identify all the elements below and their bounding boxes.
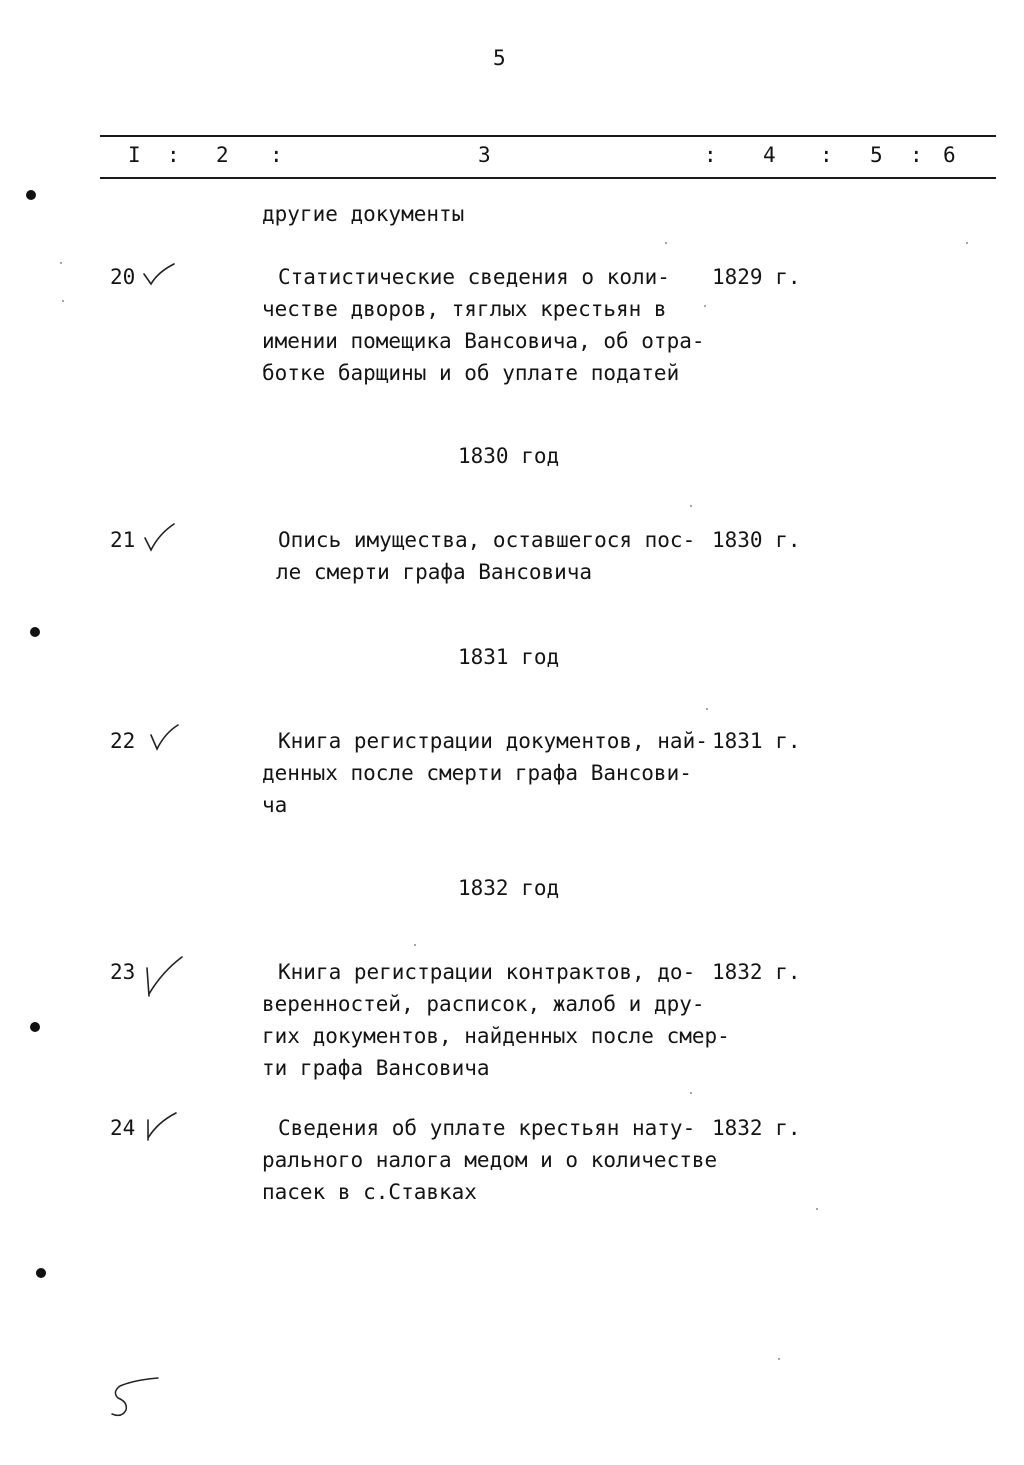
check-mark-icon [148, 723, 180, 753]
entry-text-line: честве дворов, тяглых крестьян в [262, 297, 667, 321]
entry-date: 1832 г. [712, 960, 801, 984]
header-col-1: I [128, 143, 141, 167]
scan-speck [690, 1092, 692, 1094]
entry-number: 22 [110, 729, 136, 753]
entry-date: 1829 г. [712, 265, 801, 289]
header-col-6: 6 [943, 143, 956, 167]
entry-text-line: ти графа Вансовича [262, 1056, 490, 1080]
entry-number: 23 [110, 960, 136, 984]
entry-date: 1831 г. [712, 729, 801, 753]
scan-speck [706, 708, 708, 710]
scan-speck [690, 505, 692, 507]
entry-text-line: Сведения об уплате крестьян нату- [278, 1116, 696, 1140]
header-rule-top [100, 135, 996, 137]
check-mark-icon [142, 522, 176, 554]
entry-text-line: Опись имущества, оставшегося пос- [278, 528, 696, 552]
header-col-3: 3 [478, 143, 491, 167]
entry-number: 21 [110, 528, 136, 552]
entry-text-line: веренностей, расписок, жалоб и дру- [262, 992, 705, 1016]
check-mark-icon [144, 954, 184, 1000]
entry-text-line: Статистические сведения о коли- [278, 265, 670, 289]
section-heading: другие документы [262, 202, 465, 226]
scan-speck [816, 1208, 818, 1210]
entry-date: 1832 г. [712, 1116, 801, 1140]
scan-speck [704, 305, 706, 307]
header-col-4: 4 [763, 143, 776, 167]
header-sep: : [270, 143, 283, 167]
hole-punch-icon [30, 1022, 40, 1032]
header-col-2: 2 [216, 143, 229, 167]
entry-text-line: рального налога медом и о количестве [262, 1148, 718, 1172]
page-number: 5 [493, 46, 506, 70]
header-rule-bottom [100, 177, 996, 179]
entry-text-line: ботке барщины и об уплате податей [262, 361, 680, 385]
header-sep: : [167, 143, 180, 167]
entry-text-line: гих документов, найденных после смер- [262, 1024, 730, 1048]
header-sep: : [704, 143, 717, 167]
entry-text-line: пасек в с.Ставках [262, 1180, 477, 1204]
entry-number: 20 [110, 265, 136, 289]
entry-text-line: денных после смерти графа Вансови- [262, 761, 692, 785]
scan-speck [966, 242, 968, 244]
entry-text-line: имении помещика Вансовича, об отра- [262, 329, 705, 353]
entry-text-line: Книга регистрации документов, най- [278, 729, 708, 753]
entry-number: 24 [110, 1116, 136, 1140]
entry-text-line: ле смерти графа Вансовича [276, 560, 593, 584]
entry-date: 1830 г. [712, 528, 801, 552]
header-col-5: 5 [870, 143, 883, 167]
section-heading: 1831 год [458, 645, 560, 669]
hole-punch-icon [36, 1268, 46, 1278]
scan-speck [665, 242, 667, 244]
scan-speck [778, 1358, 780, 1360]
scan-speck [414, 944, 416, 946]
scan-speck [62, 300, 64, 302]
check-mark-icon [144, 1110, 178, 1144]
section-heading: 1830 год [458, 444, 560, 468]
header-sep: : [820, 143, 833, 167]
header-sep: : [910, 143, 923, 167]
entry-text-line: Книга регистрации контрактов, до- [278, 960, 696, 984]
signature-icon [104, 1372, 164, 1422]
hole-punch-icon [30, 627, 40, 637]
scan-speck [60, 262, 62, 264]
hole-punch-icon [26, 190, 36, 200]
section-heading: 1832 год [458, 876, 560, 900]
entry-text-line: ча [262, 793, 288, 817]
check-mark-icon [142, 262, 176, 288]
